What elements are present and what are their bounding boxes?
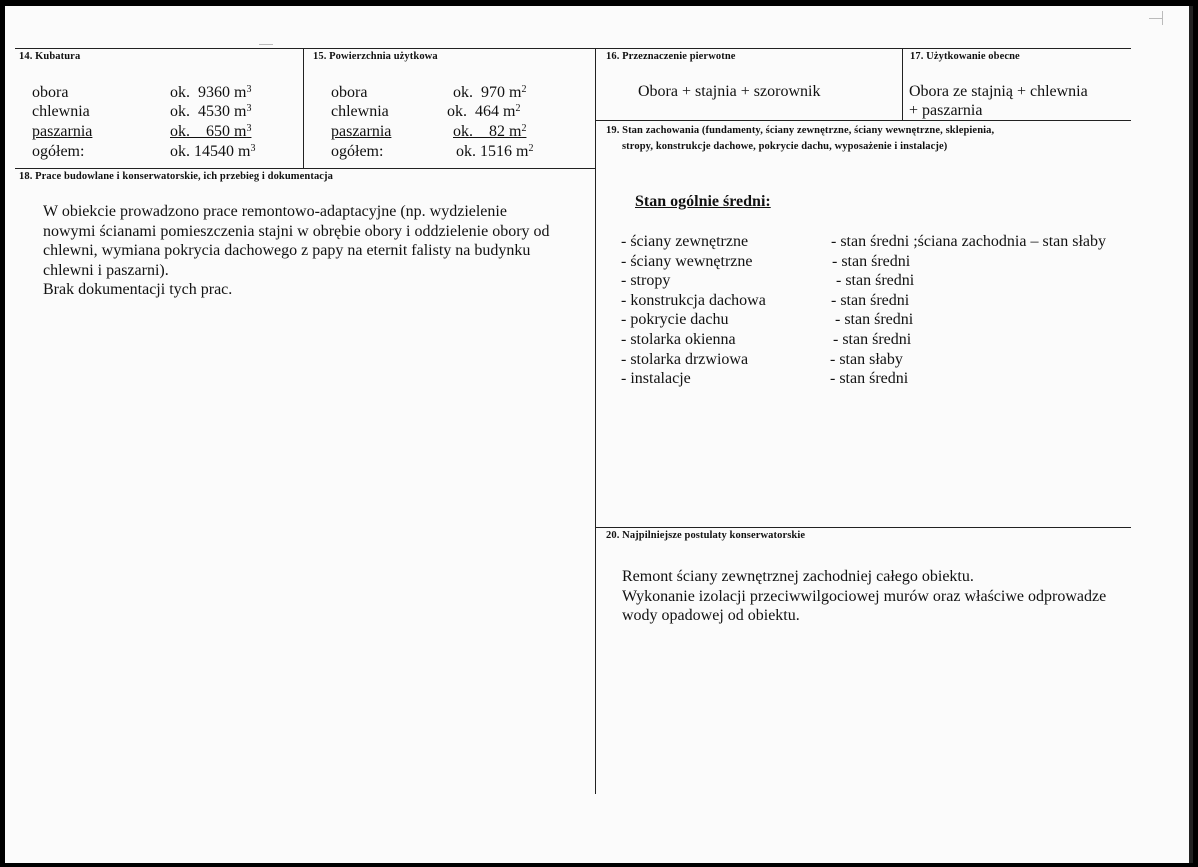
powierzchnia-row-total-value [456, 142, 533, 162]
powierzchnia-value: 970 m [481, 84, 522, 101]
stan-element-label: - stropy [621, 272, 671, 290]
section-16-header: 16. Przeznaczenie pierwotne [606, 51, 736, 62]
top-rule-left [15, 48, 595, 49]
top-rule-right [596, 48, 1131, 49]
stan-element-label: - pokrycie dachu [621, 311, 729, 329]
rule-14-15-bottom [15, 168, 595, 169]
unit-exponent: 2 [528, 143, 534, 154]
stan-element-label: - stolarka okienna [621, 330, 736, 348]
kubatura-row-total-name: ogółem: [32, 143, 85, 160]
uzytkowanie-obecne-line-2: + paszarnia [909, 102, 983, 119]
prace-line-4: chlewni i paszarni). [43, 261, 169, 279]
kubatura-value: 650 m [206, 123, 247, 140]
kubatura-row-obora-name: obora [32, 84, 69, 101]
section-19-header-line1: 19. Stan zachowania (fundamenty, ściany zewnętrzne, ściany wewnętrzne, sklepienia, [606, 125, 995, 136]
kubatura-row-obora-value [170, 83, 251, 103]
stan-value: - stan średni [832, 253, 911, 270]
section-20-header: 20. Najpilniejsze postulaty konserwatorskie [606, 530, 806, 541]
powierzchnia-row-paszarnia-name: paszarnia [331, 123, 392, 140]
uzytkowanie-obecne-line-1: Obora ze stajnią + chlewnia [909, 83, 1088, 100]
unit-exponent: 2 [521, 123, 527, 134]
powierzchnia-row-obora-value [453, 83, 526, 103]
prace-line-2: nowymi ścianami pomieszczenia stajni w obrębie obory i oddzielenie obory od [43, 222, 550, 240]
unit-exponent: 3 [246, 103, 252, 114]
kubatura-value: 4530 m [198, 103, 247, 120]
rule-16-17-bottom [596, 120, 1131, 121]
kubatura-row-total-value [170, 142, 255, 162]
stan-element-label: - instalacje [621, 370, 691, 388]
prace-line-5: Brak dokumentacji tych prac. [43, 281, 233, 299]
main-vertical-divider [595, 48, 596, 794]
kubatura-row-chlewnia-name: chlewnia [32, 103, 90, 120]
rule-20-top [596, 527, 1131, 528]
powierzchnia-row-chlewnia-name: chlewnia [331, 103, 389, 120]
powierzchnia-value: 82 m [489, 123, 522, 140]
powierzchnia-prefix: ok. [456, 143, 476, 160]
stan-element-label: - ściany zewnętrzne [621, 233, 749, 250]
powierzchnia-prefix: ok. [447, 103, 467, 120]
kubatura-prefix: ok. [170, 84, 190, 101]
prace-line-3: chlewni, wymiana pokrycia dachowego z papy na eternit falisty na budynku [43, 242, 531, 260]
postulaty-line-1: Remont ściany zewnętrznej zachodniej całego obiektu. [622, 568, 974, 585]
unit-exponent: 3 [246, 123, 252, 134]
stan-value: - stan średni [835, 311, 914, 328]
prace-line-1: W obiekcie prowadzono prace remontowo-adaptacyjne (np. wydzielenie [43, 203, 507, 220]
section-19-header-line2: stropy, konstrukcje dachowe, pokrycie dachu, wyposażenie i instalacje) [622, 141, 948, 152]
stan-elements-list [621, 232, 831, 389]
divider-16-17 [902, 48, 903, 120]
powierzchnia-row-chlewnia-value [447, 102, 520, 122]
prace-budowlane-text [43, 202, 593, 300]
powierzchnia-row-obora-name: obora [331, 84, 368, 101]
powierzchnia-row-total-name: ogółem: [331, 143, 384, 160]
divider-14-15 [303, 48, 304, 168]
postulaty-text [622, 567, 1142, 626]
stan-value: - stan średni [833, 331, 912, 348]
stan-value: - stan średni ;ściana zachodnia – stan słaby [831, 233, 1107, 250]
scan-edge [1189, 6, 1193, 863]
powierzchnia-prefix: ok. [453, 84, 473, 101]
section-17-header: 17. Użytkowanie obecne [910, 51, 1020, 62]
section-15-header: 15. Powierzchnia użytkowa [313, 51, 438, 62]
powierzchnia-row-paszarnia-value [453, 122, 526, 142]
stan-element-label: - stolarka drzwiowa [621, 350, 749, 368]
kubatura-prefix: ok. [170, 123, 190, 140]
stan-ogolny-title: Stan ogólnie średni: [635, 193, 771, 210]
przeznaczenie-pierwotne-value: Obora + stajnia + szorownik [638, 83, 821, 100]
stan-value: - stan średni [836, 272, 915, 289]
stan-element-label: - konstrukcja dachowa [621, 291, 766, 309]
scan-mark [259, 44, 273, 45]
stan-value: - stan słaby [830, 351, 903, 368]
scan-mark [1149, 18, 1163, 19]
unit-exponent: 3 [250, 143, 256, 154]
kubatura-row-paszarnia-value [170, 122, 251, 142]
section-18-header: 18. Prace budowlane i konserwatorskie, ich przebieg i dokumentacja [19, 171, 334, 182]
postulaty-line-3: wody opadowej od obiektu. [622, 607, 800, 625]
stan-value: - stan średni [831, 292, 910, 309]
unit-exponent: 2 [521, 84, 527, 95]
postulaty-line-2: Wykonanie izolacji przeciwwilgociowej murów oraz właściwe odprowadze [622, 587, 1107, 605]
powierzchnia-prefix: ok. [453, 123, 473, 140]
stan-value: - stan średni [830, 370, 909, 387]
unit-exponent: 2 [515, 103, 521, 114]
kubatura-prefix: ok. [170, 103, 190, 120]
section-14-header: 14. Kubatura [19, 51, 81, 62]
kubatura-row-chlewnia-value [170, 102, 251, 122]
powierzchnia-value: 464 m [475, 103, 516, 120]
document-sheet [5, 6, 1193, 863]
kubatura-value: 14540 m [194, 143, 251, 160]
kubatura-prefix: ok. [170, 143, 190, 160]
powierzchnia-value: 1516 m [480, 143, 529, 160]
stan-element-label: - ściany wewnętrzne [621, 252, 753, 270]
unit-exponent: 3 [246, 84, 252, 95]
kubatura-value: 9360 m [198, 84, 247, 101]
kubatura-row-paszarnia-name: paszarnia [32, 123, 93, 140]
